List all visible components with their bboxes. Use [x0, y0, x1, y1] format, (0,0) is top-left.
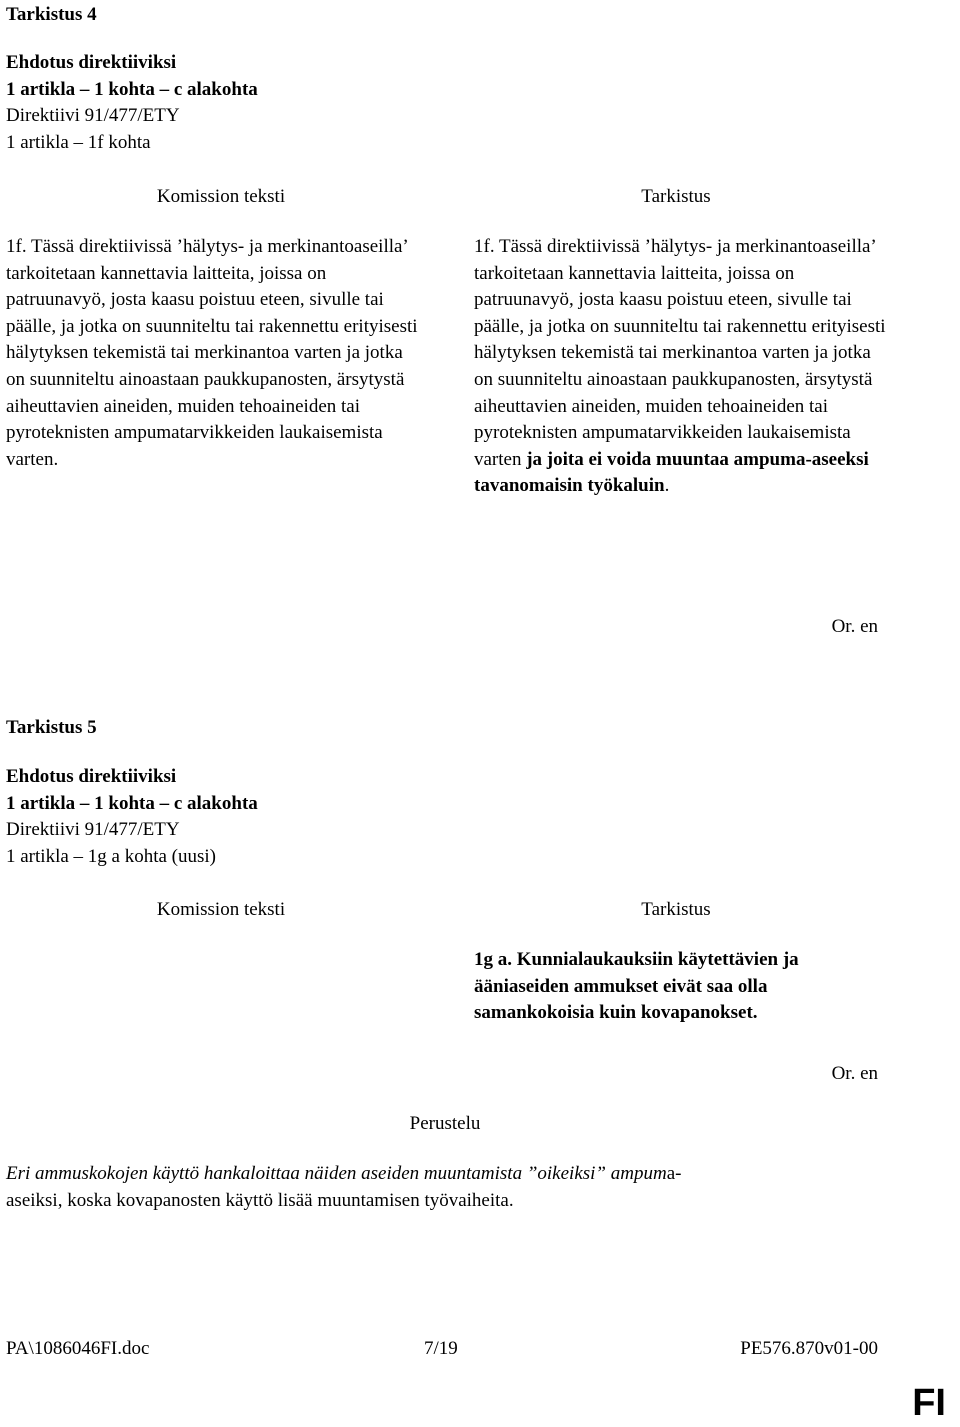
justification-text-a: a-: [666, 1163, 682, 1184]
amendment-4-amendment-text-plain: 1f. Tässä direktiivissä ’hälytys- ja merkinantoaseilla’ tarkoitetaan kannettavia laitteita, joissa on patruunavyö, josta kaasu poistuu eteen, sivulle tai päälle, ja jotka on suunniteltu tai rakennettu erityisesti hälytyksen tekemistä tai merkinantoa varten ja jotka on suunniteltu ainoastaan paukkupanosten, ärsytystä aiheuttavien aineiden, muiden tehoaineiden tai pyroteknisten ampumatarvikkeiden laukaisemista varten: [474, 236, 886, 470]
amendment-4-commission-text: 1f. Tässä direktiivissä ’hälytys- ja merkinantoaseilla’ tarkoitetaan kannettavia laitteita, joissa on patruunavyö, josta kaasu poistuu eteen, sivulle tai päälle, ja jotka on suunniteltu tai rakennettu erityisesti hälytyksen tekemistä tai merkinantoa varten ja jotka on suunniteltu ainoastaan paukkupanosten, ärsytystä aiheuttavien aineiden, muiden tehoaineiden tai pyroteknisten ampumatarvikkeiden laukaisemista varten.: [6, 236, 418, 470]
amendment-5-amendment-text: 1g a. Kunnialaukauksiin käytettävien ja ääniaseiden ammukset eivät saa olla samankokoisia kuin kovapanokset.: [474, 949, 799, 1024]
amendment-5-amendment-heading: Tarkistus: [641, 899, 711, 920]
amendment-5-title: Tarkistus 5: [6, 717, 97, 738]
amendment-5-subarticle: 1 artikla – 1g a kohta (uusi): [6, 846, 217, 867]
amendment-4-title: Tarkistus 4: [6, 4, 97, 25]
footer-page-number: 7/19: [424, 1338, 458, 1359]
amendment-4-amendment-text-bold: ja joita ei voida muuntaa ampuma-aseeksi tavanomaisin työkaluin: [474, 448, 869, 497]
amendment-4-subarticle: 1 artikla – 1f kohta: [6, 132, 151, 153]
footer-language-mark: FI: [912, 1382, 946, 1424]
footer-document-reference: PA\1086046FI.doc: [6, 1338, 150, 1359]
amendment-4-proposal: Ehdotus direktiiviksi: [6, 52, 177, 73]
justification-heading: Perustelu: [409, 1113, 481, 1134]
amendment-5-commission-heading: Komission teksti: [156, 899, 286, 920]
amendment-4-amendment-text: [474, 234, 886, 500]
amendment-5-proposal: Ehdotus direktiiviksi: [6, 766, 177, 787]
footer-pe-reference: PE576.870v01-00: [740, 1338, 878, 1359]
amendment-4-amendment-text-end: .: [664, 475, 670, 497]
amendment-5-directive: Direktiivi 91/477/ETY: [6, 819, 180, 840]
amendment-4-commission-heading: Komission teksti: [156, 186, 286, 207]
amendment-4-article: 1 artikla – 1 kohta – c alakohta: [6, 79, 258, 100]
amendment-4-directive: Direktiivi 91/477/ETY: [6, 105, 180, 126]
amendment-4-amendment-heading: Tarkistus: [641, 186, 711, 207]
amendment-5-article: 1 artikla – 1 kohta – c alakohta: [6, 793, 258, 814]
amendment-4-original-language: Or. en: [831, 616, 878, 637]
justification-text-italic: Eri ammuskokojen käyttö hankaloittaa näiden aseiden muuntamista ”oikeiksi” ampum: [6, 1163, 667, 1184]
justification-text: [6, 1161, 886, 1214]
justification-text-rest: aseiksi, koska kovapanosten käyttö lisää muuntamisen työvaiheita.: [6, 1189, 514, 1211]
amendment-5-original-language: Or. en: [831, 1063, 878, 1084]
